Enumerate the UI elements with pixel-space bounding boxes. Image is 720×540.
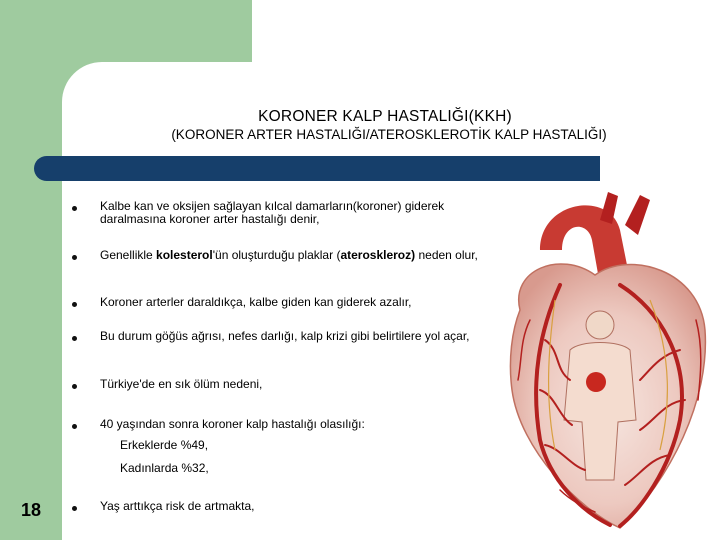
slide-title: KORONER KALP HASTALIĞI(KKH) (258, 108, 512, 125)
title-underline-bar (34, 156, 600, 181)
bullet-text: Koroner arterler daraldıkça, kalbe giden kan giderek azalır, (100, 295, 412, 309)
bullet-dot-icon (72, 302, 77, 307)
page-number: 18 (20, 500, 42, 520)
bullet-text: Türkiye'de en sık ölüm nedeni, (100, 377, 263, 391)
bullet-text: Kalbe kan ve oksijen sağlayan kılcal damarların(koroner) giderek daralmasına koroner arter hastalığı denir, (100, 199, 445, 226)
bullet-dot-icon (72, 506, 77, 511)
sub-item-kadinlar: Kadınlarda %32, (120, 461, 209, 475)
bullet-dot-icon (72, 336, 77, 341)
bold-term-ateroskleroz: ateroskleroz) (340, 248, 416, 262)
bullet-text: Bu durum göğüs ağrısı, nefes darlığı, kalp krizi gibi belirtilere yol açar, (100, 329, 470, 343)
heart-anatomy-illustration (500, 190, 712, 534)
bullet-dot-icon (72, 255, 77, 260)
bullet-dot-icon (72, 206, 77, 211)
bold-term-kolesterol: kolesterol (156, 248, 213, 262)
green-left-strip (0, 0, 62, 540)
bullet-text: Yaş arttıkça risk de artmakta, (100, 499, 255, 513)
sub-item-erkekler: Erkeklerde %49, (120, 438, 209, 452)
bullet-dot-icon (72, 424, 77, 429)
slide-subtitle: (KORONER ARTER HASTALIĞI/ATEROSKLEROTİK KALP HASTALIĞI) (171, 127, 607, 142)
bullet-text: Genellikle kolesterol'ün oluşturduğu plaklar (ateroskleroz) neden olur, (100, 248, 478, 262)
bullet-dot-icon (72, 384, 77, 389)
bullet-text: 40 yaşından sonra koroner kalp hastalığı olasılığı: Erkeklerde %49, Kadınlarda %32, (100, 418, 510, 475)
